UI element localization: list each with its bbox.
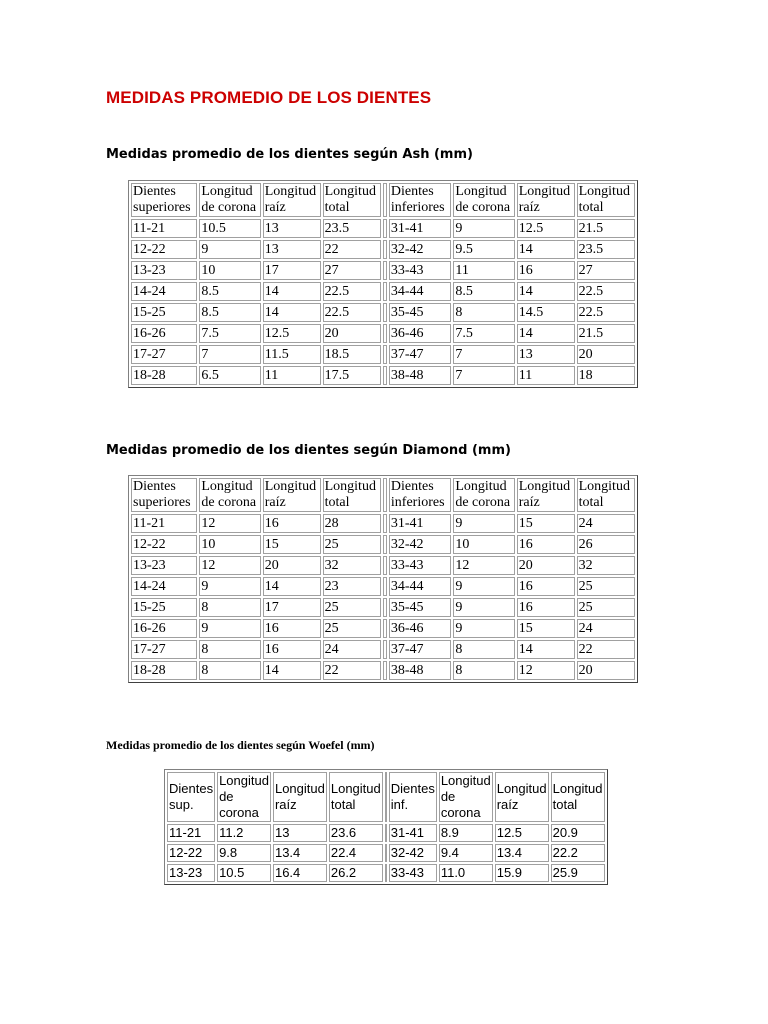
- column-header: Longitud de corona: [440, 773, 491, 820]
- column-header: Longitud raíz: [517, 183, 575, 217]
- table-cell: 8: [199, 640, 260, 659]
- column-header: Longitud total: [329, 772, 383, 822]
- table-cell: 10.5: [199, 219, 260, 238]
- column-separator: [385, 864, 387, 882]
- table-cell: 34-44: [389, 282, 451, 301]
- table-cell: 23: [323, 577, 381, 596]
- table-cell: 13: [273, 824, 327, 842]
- column-header: Dientes superiores: [131, 478, 197, 512]
- table-cell: 20: [577, 661, 635, 680]
- table-cell: 14: [263, 282, 321, 301]
- table-cell: 9.8: [217, 844, 271, 862]
- table-cell: 25: [323, 598, 381, 617]
- table-cell: 12-22: [167, 844, 215, 862]
- table-cell: 12.5: [263, 324, 321, 343]
- column-header: Longitud raíz: [495, 772, 549, 822]
- table-cell: 21.5: [577, 324, 635, 343]
- table-cell: 34-44: [389, 577, 451, 596]
- column-separator: [385, 824, 387, 842]
- table-cell: 16: [263, 619, 321, 638]
- table-cell: 22.5: [577, 282, 635, 301]
- table-cell: 22: [577, 640, 635, 659]
- table-cell: 22.5: [323, 303, 381, 322]
- ash-table-caption: Medidas promedio de los dientes según Ash (mm): [106, 147, 473, 162]
- table-cell: 20: [323, 324, 381, 343]
- column-separator: [383, 478, 387, 512]
- table-cell: 32-42: [389, 844, 437, 862]
- column-separator: [383, 514, 387, 533]
- table-cell: 33-43: [389, 556, 451, 575]
- column-separator: [385, 844, 387, 862]
- column-header: Longitud de corona: [199, 478, 260, 512]
- column-separator: [383, 219, 387, 238]
- column-separator: [383, 366, 387, 385]
- column-header: Longitud de corona: [453, 183, 514, 217]
- table-cell: 9: [453, 577, 514, 596]
- column-separator: [385, 772, 387, 822]
- table-cell: 36-46: [389, 619, 451, 638]
- table-cell: 11: [263, 366, 321, 385]
- table-cell: 13.4: [273, 844, 327, 862]
- column-separator: [383, 324, 387, 343]
- table-cell: 14: [517, 324, 575, 343]
- table-cell: 9: [453, 514, 514, 533]
- column-header: Longitud raíz: [273, 772, 327, 822]
- table-cell: 32: [577, 556, 635, 575]
- table-cell: 15: [517, 619, 575, 638]
- table-row: [131, 598, 635, 617]
- table-cell: 11-21: [131, 219, 197, 238]
- table-cell: 13-23: [131, 261, 197, 280]
- table-cell: 16: [263, 640, 321, 659]
- column-header: Dientes inferiores: [389, 183, 451, 217]
- table-cell: 28: [323, 514, 381, 533]
- table-cell: 38-48: [389, 366, 451, 385]
- table-cell: 17: [263, 261, 321, 280]
- table-row: [131, 514, 635, 533]
- table-cell: 15: [517, 514, 575, 533]
- page-title: MEDIDAS PROMEDIO DE LOS DIENTES: [106, 88, 432, 107]
- table-cell: 15-25: [131, 598, 197, 617]
- table-cell: 8: [199, 598, 260, 617]
- table-cell: 9: [453, 219, 514, 238]
- table-cell: 22.5: [323, 282, 381, 301]
- table-cell: 16: [517, 577, 575, 596]
- table-cell: 14: [263, 303, 321, 322]
- table-cell: 20.9: [551, 824, 605, 842]
- table-cell: 22.2: [551, 844, 605, 862]
- table-cell: 12: [199, 514, 260, 533]
- column-separator: [383, 577, 387, 596]
- table-cell: 11.2: [217, 824, 271, 842]
- table-cell: 23.5: [577, 240, 635, 259]
- table-row: [131, 577, 635, 596]
- table-cell: 8.5: [199, 282, 260, 301]
- table-cell: 22: [323, 240, 381, 259]
- table-cell: 13-23: [167, 864, 215, 882]
- column-header: Longitud raíz: [263, 183, 321, 217]
- table-cell: 14-24: [131, 577, 197, 596]
- table-row: [131, 324, 635, 343]
- table-cell: 12-22: [131, 240, 197, 259]
- table-cell: 7.5: [453, 324, 514, 343]
- table-cell: 18: [577, 366, 635, 385]
- column-header: Dientes sup.: [167, 772, 215, 822]
- table-cell: 12.5: [495, 824, 549, 842]
- table-cell: 24: [577, 514, 635, 533]
- table-cell: 7: [453, 366, 514, 385]
- table-row: [131, 556, 635, 575]
- column-header: Dientes superiores: [131, 183, 197, 217]
- table-cell: 20: [263, 556, 321, 575]
- table-cell: 16: [517, 535, 575, 554]
- table-cell: 20: [517, 556, 575, 575]
- table-cell: 16: [263, 514, 321, 533]
- table-cell: 20: [577, 345, 635, 364]
- column-separator: [383, 598, 387, 617]
- table-cell: 25: [577, 577, 635, 596]
- table-cell: 38-48: [389, 661, 451, 680]
- table-cell: 13.4: [495, 844, 549, 862]
- table-row: [131, 640, 635, 659]
- column-separator: [383, 261, 387, 280]
- table-cell: 24: [323, 640, 381, 659]
- table-cell: 16.4: [273, 864, 327, 882]
- column-header: Longitud total: [577, 478, 635, 512]
- table-cell: 23.6: [329, 824, 383, 842]
- column-separator: [383, 556, 387, 575]
- table-cell: 23.5: [323, 219, 381, 238]
- table-cell: 8.5: [199, 303, 260, 322]
- table-cell: 25: [577, 598, 635, 617]
- column-header: Longitud total: [323, 478, 381, 512]
- table-row: [131, 303, 635, 322]
- table-cell: 6.5: [199, 366, 260, 385]
- table-cell: 16: [517, 598, 575, 617]
- table-cell: 27: [323, 261, 381, 280]
- table-cell: 12.5: [517, 219, 575, 238]
- table-row: [167, 844, 605, 862]
- table-row: [131, 219, 635, 238]
- table-row: [131, 282, 635, 301]
- table-cell: 13: [263, 240, 321, 259]
- table-cell: 14: [517, 240, 575, 259]
- table-cell: 33-43: [389, 864, 437, 882]
- table-row: [131, 535, 635, 554]
- table-cell: 14: [517, 282, 575, 301]
- table-row: [131, 345, 635, 364]
- column-separator: [383, 640, 387, 659]
- table-cell: 21.5: [577, 219, 635, 238]
- table-cell: 16: [517, 261, 575, 280]
- table-cell: 37-47: [389, 640, 451, 659]
- column-header: Longitud de corona: [453, 478, 514, 512]
- column-header: Dientes inferiores: [389, 478, 451, 512]
- table-cell: 8: [453, 661, 514, 680]
- table-cell: 37-47: [389, 345, 451, 364]
- column-header: Longitud raíz: [517, 478, 575, 512]
- table-cell: 16-26: [131, 619, 197, 638]
- table-cell: 9.5: [453, 240, 514, 259]
- table-cell: 8: [199, 661, 260, 680]
- table-cell: 25: [323, 535, 381, 554]
- column-header: Longitud de corona: [219, 773, 269, 820]
- table-cell: 12: [453, 556, 514, 575]
- ash-table: [128, 180, 638, 388]
- column-header: Longitud raíz: [263, 478, 321, 512]
- table-cell: 8.9: [439, 824, 493, 842]
- table-header-row: [131, 478, 635, 512]
- table-cell: 15: [263, 535, 321, 554]
- column-header: Longitud total: [323, 183, 381, 217]
- table-cell: 31-41: [389, 514, 451, 533]
- table-cell: 18-28: [131, 366, 197, 385]
- table-cell: 11.5: [263, 345, 321, 364]
- table-cell: 12-22: [131, 535, 197, 554]
- table-cell: 11-21: [131, 514, 197, 533]
- table-cell: 32-42: [389, 240, 451, 259]
- table-cell: 13: [517, 345, 575, 364]
- table-cell: 22.4: [329, 844, 383, 862]
- column-header: Dientes inf.: [389, 772, 437, 822]
- table-cell: 26: [577, 535, 635, 554]
- table-cell: 9: [453, 598, 514, 617]
- column-separator: [383, 345, 387, 364]
- table-row: [167, 824, 605, 842]
- table-cell: 7.5: [199, 324, 260, 343]
- table-cell: 11: [453, 261, 514, 280]
- table-cell: 11: [517, 366, 575, 385]
- table-row: [131, 661, 635, 680]
- column-separator: [383, 240, 387, 259]
- table-cell: 17: [263, 598, 321, 617]
- table-row: [131, 240, 635, 259]
- column-separator: [383, 282, 387, 301]
- table-cell: 26.2: [329, 864, 383, 882]
- table-row: [131, 366, 635, 385]
- table-cell: 10: [453, 535, 514, 554]
- table-cell: 14: [517, 640, 575, 659]
- table-cell: 15-25: [131, 303, 197, 322]
- table-cell: 10: [199, 535, 260, 554]
- table-cell: 22: [323, 661, 381, 680]
- table-cell: 15.9: [495, 864, 549, 882]
- diamond-table: [128, 475, 638, 683]
- table-cell: 12: [517, 661, 575, 680]
- table-cell: 27: [577, 261, 635, 280]
- table-row: [167, 864, 605, 882]
- column-separator: [383, 661, 387, 680]
- table-cell: 14: [263, 661, 321, 680]
- table-cell: 10.5: [217, 864, 271, 882]
- table-cell: 18-28: [131, 661, 197, 680]
- table-cell: 31-41: [389, 824, 437, 842]
- table-cell: 14-24: [131, 282, 197, 301]
- table-cell: 32: [323, 556, 381, 575]
- table-cell: 33-43: [389, 261, 451, 280]
- column-separator: [383, 619, 387, 638]
- column-separator: [383, 183, 387, 217]
- table-cell: 13: [263, 219, 321, 238]
- table-cell: 12: [199, 556, 260, 575]
- table-cell: 36-46: [389, 324, 451, 343]
- table-cell: 9: [199, 619, 260, 638]
- table-cell: 35-45: [389, 303, 451, 322]
- table-cell: 25: [323, 619, 381, 638]
- woefel-table: [164, 769, 608, 885]
- column-header: Longitud total: [551, 772, 605, 822]
- table-cell: 8.5: [453, 282, 514, 301]
- woefel-table-caption: Medidas promedio de los dientes según Woefel (mm): [106, 738, 375, 752]
- table-row: [131, 619, 635, 638]
- table-cell: 9: [453, 619, 514, 638]
- table-cell: 17.5: [323, 366, 381, 385]
- table-cell: 9: [199, 577, 260, 596]
- table-cell: 7: [199, 345, 260, 364]
- table-cell: 9: [199, 240, 260, 259]
- table-header-row: [131, 183, 635, 217]
- column-header: Longitud total: [577, 183, 635, 217]
- table-cell: 9.4: [439, 844, 493, 862]
- table-cell: 8: [453, 303, 514, 322]
- column-separator: [383, 303, 387, 322]
- table-cell: 31-41: [389, 219, 451, 238]
- table-cell: 8: [453, 640, 514, 659]
- table-cell: 35-45: [389, 598, 451, 617]
- table-cell: 25.9: [551, 864, 605, 882]
- column-separator: [383, 535, 387, 554]
- table-cell: 10: [199, 261, 260, 280]
- column-header: Longitud de corona: [199, 183, 260, 217]
- table-cell: 11.0: [439, 864, 493, 882]
- table-cell: 22.5: [577, 303, 635, 322]
- table-cell: 13-23: [131, 556, 197, 575]
- table-cell: 32-42: [389, 535, 451, 554]
- table-header-row: [167, 772, 605, 822]
- table-cell: 14: [263, 577, 321, 596]
- diamond-table-caption: Medidas promedio de los dientes según Diamond (mm): [106, 443, 511, 458]
- table-cell: 17-27: [131, 345, 197, 364]
- table-cell: 11-21: [167, 824, 215, 842]
- table-cell: 14.5: [517, 303, 575, 322]
- table-cell: 17-27: [131, 640, 197, 659]
- table-row: [131, 261, 635, 280]
- table-cell: 24: [577, 619, 635, 638]
- table-cell: 16-26: [131, 324, 197, 343]
- table-cell: 18.5: [323, 345, 381, 364]
- table-cell: 7: [453, 345, 514, 364]
